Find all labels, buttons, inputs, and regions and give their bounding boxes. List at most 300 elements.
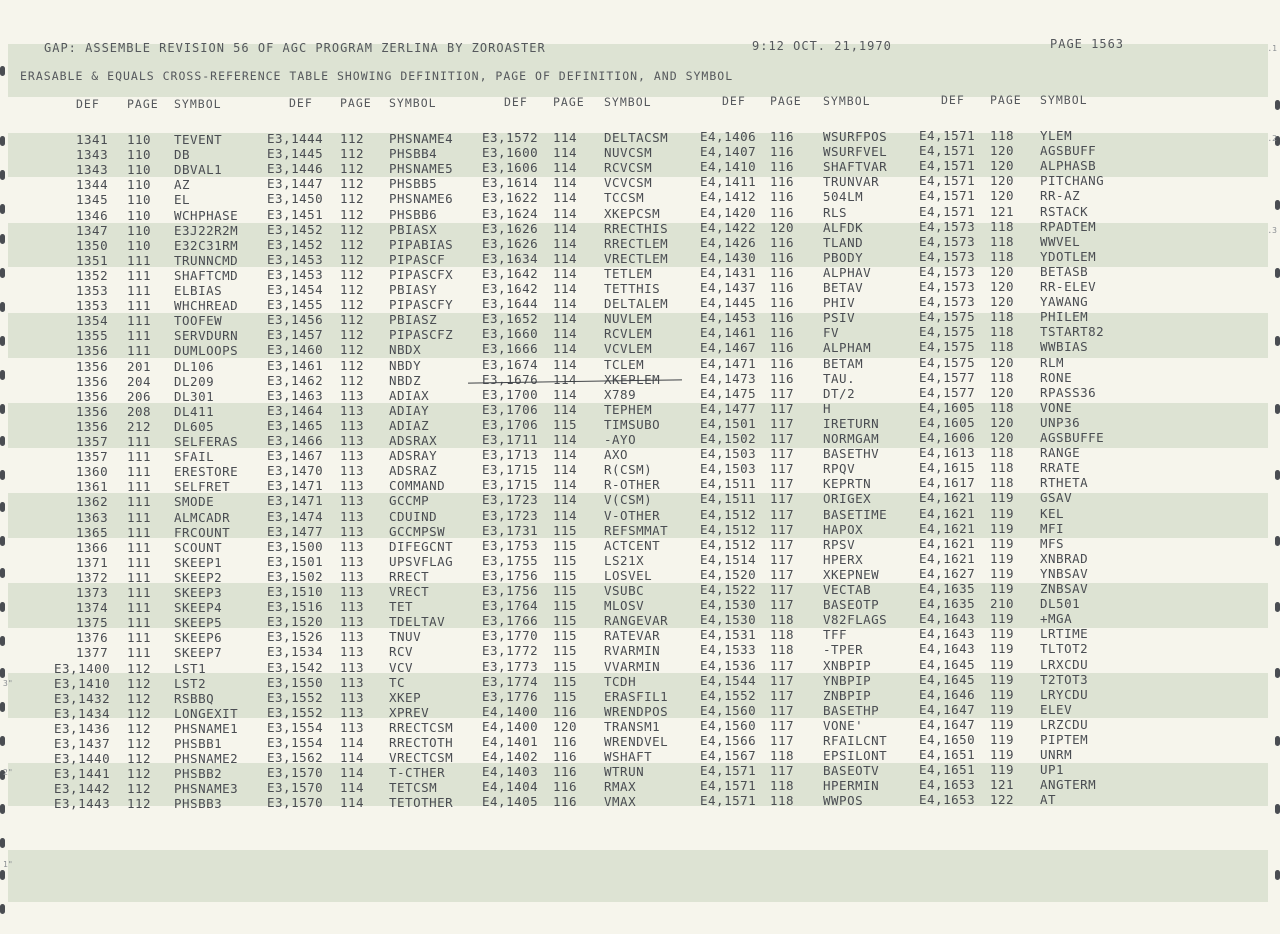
symbol-cell: VRECT — [389, 584, 430, 599]
def-cell: E4,1467 — [700, 340, 757, 356]
symbol-cell: E3J22R2M — [174, 222, 239, 238]
symbol-cell: RMAX — [604, 779, 637, 795]
symbol-cell: DL301 — [174, 388, 215, 404]
page-cell: 113 — [340, 599, 365, 615]
page-cell: 118 — [990, 309, 1015, 325]
symbol-cell: PHIV — [823, 295, 856, 311]
page-cell: 112 — [127, 705, 152, 721]
def-cell: E4,1571 — [919, 173, 976, 189]
symbol-cell: RLM — [1040, 354, 1065, 370]
symbol-cell: SKEEP6 — [174, 630, 223, 646]
page-cell: 113 — [340, 387, 365, 403]
listing-datetime: 9:12 OCT. 21,1970 — [752, 39, 892, 53]
symbol-cell: ALMCADR — [174, 509, 231, 525]
symbol-cell: SKEEP4 — [174, 600, 223, 616]
def-cell: E3,1554 — [267, 735, 324, 750]
def-cell: E3,1622 — [482, 190, 539, 206]
def-cell: E3,1626 — [482, 235, 539, 251]
symbol-cell: HAPOX — [823, 521, 864, 537]
margin-mark: .2 — [1267, 134, 1277, 143]
symbol-cell: TETLEM — [604, 265, 653, 281]
def-cell: E3,1510 — [267, 584, 324, 599]
page-cell: 117 — [770, 506, 795, 522]
page-cell: 116 — [770, 144, 795, 160]
symbol-cell: GCCMP — [389, 493, 430, 509]
symbol-cell: WWPOS — [823, 793, 864, 809]
def-cell: E3,1570 — [267, 795, 324, 811]
def-cell: E4,1533 — [700, 642, 757, 658]
page-cell: 114 — [553, 462, 578, 478]
def-cell: E3,1773 — [482, 658, 539, 674]
symbol-cell: VCV — [389, 659, 414, 675]
column-header-symbol: SYMBOL — [174, 97, 222, 111]
symbol-cell: PIPTEM — [1040, 732, 1089, 747]
def-cell: E3,1452 — [267, 221, 324, 237]
def-cell: E4,1560 — [700, 702, 757, 718]
symbol-cell: E32C31RM — [174, 237, 239, 253]
symbol-cell: ADSRAY — [389, 448, 438, 464]
page-cell: 117 — [770, 702, 795, 718]
symbol-cell: TNUV — [389, 629, 422, 645]
symbol-cell: VCVLEM — [604, 341, 653, 357]
page-cell: 204 — [127, 373, 152, 389]
page-cell: 120 — [990, 414, 1015, 430]
page-cell: 112 — [340, 131, 365, 146]
symbol-cell: YAWANG — [1040, 294, 1089, 310]
page-cell: 118 — [990, 460, 1015, 476]
symbol-cell: TLTOT2 — [1040, 641, 1089, 657]
def-cell: E3,1441 — [54, 766, 111, 782]
page-cell: 116 — [770, 355, 795, 371]
symbol-cell: RPSV — [823, 536, 856, 552]
page-cell: 113 — [340, 402, 365, 418]
def-cell: 1356 — [76, 403, 109, 419]
page-cell: 114 — [553, 281, 578, 296]
def-cell: E4,1571 — [919, 188, 976, 204]
def-cell: E3,1642 — [482, 281, 539, 296]
listing-title: GAP: ASSEMBLE REVISION 56 OF AGC PROGRAM ZERLINA BY ZOROASTER — [44, 41, 546, 55]
symbol-cell: BASEOTP — [823, 597, 880, 613]
page-cell: 116 — [553, 734, 578, 749]
page-cell: 119 — [990, 565, 1015, 581]
feed-hole — [0, 268, 5, 278]
page-cell: 120 — [990, 158, 1015, 174]
def-cell: E4,1646 — [919, 686, 976, 702]
symbol-cell: TET — [389, 599, 414, 615]
page-cell: 117 — [770, 400, 795, 416]
def-cell: E3,1756 — [482, 583, 539, 598]
symbol-cell: PHSBB6 — [389, 206, 438, 222]
page-cell: 118 — [990, 218, 1015, 234]
page-cell: 121 — [990, 777, 1015, 793]
symbol-cell: PBIASX — [389, 221, 438, 237]
def-cell: E3,1674 — [482, 356, 539, 372]
page-cell: 111 — [127, 585, 152, 600]
page-cell: 111 — [127, 343, 152, 359]
def-cell: E4,1512 — [700, 506, 757, 522]
page-cell: 114 — [553, 371, 578, 387]
symbol-cell: RCV — [389, 644, 414, 660]
page-cell: 117 — [770, 446, 795, 462]
page-cell: 113 — [340, 523, 365, 539]
def-cell: E3,1776 — [482, 688, 539, 704]
def-cell: E3,1457 — [267, 327, 324, 343]
page-cell: 122 — [990, 792, 1015, 808]
symbol-cell: RANGEVAR — [604, 613, 669, 629]
symbol-cell: PIPASCFY — [389, 297, 454, 313]
page-cell: 114 — [340, 735, 365, 750]
page-cell: 120 — [990, 143, 1015, 159]
symbol-cell: SCOUNT — [174, 539, 223, 555]
feed-hole — [0, 336, 5, 346]
page-cell: 117 — [770, 385, 795, 401]
def-cell: E3,1774 — [482, 673, 539, 689]
def-cell: E3,1676 — [482, 371, 539, 387]
symbol-cell: VSUBC — [604, 583, 645, 598]
page-cell: 117 — [770, 582, 795, 597]
symbol-cell: UPSVFLAG — [389, 553, 454, 569]
symbol-cell: BETAV — [823, 280, 864, 295]
def-cell: E3,1554 — [267, 719, 324, 735]
symbol-cell: TRUNVAR — [823, 174, 880, 190]
symbol-cell: DELTALEM — [604, 296, 669, 312]
symbol-cell: UNP36 — [1040, 414, 1081, 430]
symbol-cell: VONE' — [823, 717, 864, 733]
symbol-cell: WTRUN — [604, 764, 645, 780]
symbol-cell: XNBRAD — [1040, 550, 1089, 566]
page-cell: 114 — [553, 447, 578, 463]
def-cell: 1351 — [76, 252, 109, 268]
def-cell: 1356 — [76, 373, 109, 389]
page-cell: 113 — [340, 584, 365, 599]
page-cell: 110 — [127, 177, 152, 193]
page-cell: 118 — [770, 612, 795, 628]
def-cell: E3,1437 — [54, 736, 111, 751]
def-cell: 1353 — [76, 298, 109, 314]
page-cell: 111 — [127, 615, 152, 631]
def-cell: E4,1647 — [919, 701, 976, 717]
def-cell: E3,1700 — [482, 386, 539, 402]
page-cell: 118 — [990, 445, 1015, 461]
def-cell: E4,1512 — [700, 536, 757, 552]
page-cell: 117 — [770, 566, 795, 582]
def-cell: 1347 — [76, 222, 109, 238]
page-cell: 110 — [127, 207, 152, 223]
symbol-cell: TETCSM — [389, 780, 438, 796]
page-cell: 206 — [127, 388, 152, 404]
def-cell: E4,1653 — [919, 777, 976, 793]
symbol-cell: TCDH — [604, 673, 637, 689]
page-cell: 119 — [990, 762, 1015, 778]
page-cell: 115 — [553, 522, 578, 538]
def-cell: E3,1652 — [482, 311, 539, 327]
def-cell: E3,1713 — [482, 447, 539, 463]
page-cell: 119 — [990, 747, 1015, 763]
page-cell: 112 — [127, 660, 152, 676]
def-cell: E3,1455 — [267, 297, 324, 313]
symbol-cell: KEPRTN — [823, 476, 872, 492]
page-cell: 119 — [990, 716, 1015, 732]
def-cell: 1345 — [76, 192, 109, 208]
page-cell: 118 — [990, 324, 1015, 340]
symbol-cell: RRECTCSM — [389, 719, 454, 735]
page-cell: 114 — [553, 326, 578, 342]
def-cell: E4,1573 — [919, 218, 976, 234]
symbol-cell: ADIAX — [389, 387, 430, 403]
page-cell: 113 — [340, 553, 365, 569]
page-cell: 113 — [340, 508, 365, 524]
symbol-cell: TFF — [823, 627, 848, 643]
page-cell: 119 — [990, 490, 1015, 506]
def-cell: 1372 — [76, 569, 109, 585]
def-cell: E4,1405 — [482, 794, 539, 810]
def-cell: E3,1624 — [482, 205, 539, 221]
symbol-cell: RCVLEM — [604, 326, 653, 342]
symbol-cell: SELFERAS — [174, 434, 239, 449]
page-cell: 112 — [340, 161, 365, 177]
def-cell: E3,1443 — [54, 796, 111, 812]
def-cell: E4,1571 — [700, 793, 757, 809]
def-cell: E4,1411 — [700, 174, 757, 190]
page-cell: 115 — [553, 598, 578, 614]
symbol-cell: SKEEP1 — [174, 554, 223, 570]
def-cell: E3,1432 — [54, 690, 111, 706]
symbol-cell: PBIASY — [389, 282, 438, 297]
page-cell: 116 — [553, 779, 578, 795]
def-cell: E3,1471 — [267, 478, 324, 494]
symbol-cell: PHSNAME3 — [174, 781, 239, 797]
page-cell: 114 — [553, 190, 578, 206]
page-cell: 114 — [553, 220, 578, 236]
def-cell: E4,1461 — [700, 325, 757, 341]
page-cell: 208 — [127, 403, 152, 419]
def-cell: E3,1460 — [267, 342, 324, 358]
page-cell: 116 — [770, 234, 795, 250]
feed-hole — [1275, 268, 1280, 278]
feed-hole — [0, 136, 5, 146]
page-cell: 115 — [553, 416, 578, 432]
symbol-cell: YDOTLEM — [1040, 248, 1097, 264]
page-cell: 119 — [990, 671, 1015, 687]
def-cell: E4,1571 — [919, 158, 976, 174]
page-cell: 117 — [770, 687, 795, 703]
symbol-cell: ADIAY — [389, 402, 430, 418]
page-cell: 117 — [770, 763, 795, 779]
page-cell: 112 — [340, 357, 365, 373]
symbol-cell: LRYCDU — [1040, 686, 1089, 702]
page-cell: 112 — [127, 796, 152, 812]
symbol-cell: YNBSAV — [1040, 565, 1089, 581]
page-cell: 116 — [770, 174, 795, 190]
def-cell: 1356 — [76, 343, 109, 359]
def-cell: E4,1621 — [919, 550, 976, 566]
symbol-cell: V82FLAGS — [823, 612, 888, 628]
symbol-cell: DBVAL1 — [174, 162, 223, 178]
page-cell: 119 — [990, 656, 1015, 672]
page-cell: 119 — [990, 626, 1015, 642]
def-cell: E3,1450 — [267, 191, 324, 207]
def-cell: E4,1520 — [700, 566, 757, 582]
def-cell: E4,1573 — [919, 294, 976, 310]
symbol-cell: BETASB — [1040, 263, 1089, 279]
page-cell: 118 — [990, 339, 1015, 355]
symbol-cell: AGSBUFF — [1040, 143, 1097, 159]
def-cell: E4,1437 — [700, 280, 757, 295]
page-cell: 111 — [127, 479, 152, 495]
symbol-cell: AGSBUFFE — [1040, 430, 1105, 445]
def-cell: E3,1642 — [482, 265, 539, 281]
page-cell: 116 — [770, 325, 795, 341]
page-cell: 116 — [770, 129, 795, 144]
def-cell: 1360 — [76, 464, 109, 480]
def-cell: 1357 — [76, 434, 109, 449]
def-cell: E3,1454 — [267, 282, 324, 297]
page-cell: 117 — [770, 551, 795, 567]
page-cell: 112 — [127, 690, 152, 706]
def-cell: E4,1471 — [700, 355, 757, 371]
page-cell: 118 — [770, 793, 795, 809]
def-cell: 1352 — [76, 267, 109, 283]
def-cell: E4,1404 — [482, 779, 539, 795]
page-cell: 118 — [990, 399, 1015, 415]
symbol-cell: ZNBPIP — [823, 687, 872, 703]
def-cell: E3,1634 — [482, 250, 539, 266]
def-cell: E4,1635 — [919, 596, 976, 612]
symbol-cell: LST1 — [174, 660, 207, 676]
page-cell: 112 — [127, 720, 152, 736]
feed-hole — [1275, 200, 1280, 210]
symbol-cell: PIPASCF — [389, 251, 446, 267]
column-header-page: PAGE — [553, 95, 585, 109]
page-cell: 115 — [553, 628, 578, 644]
def-cell: E3,1462 — [267, 372, 324, 388]
def-cell: E3,1770 — [482, 628, 539, 644]
symbol-cell: 504LM — [823, 189, 864, 205]
def-cell: E3,1463 — [267, 387, 324, 403]
symbol-cell: FV — [823, 325, 840, 341]
page-cell: 114 — [553, 205, 578, 221]
def-cell: E4,1402 — [482, 749, 539, 765]
page-cell: 111 — [127, 600, 152, 616]
column-header-page: PAGE — [127, 97, 159, 111]
feed-hole — [0, 702, 5, 712]
def-cell: E4,1571 — [919, 143, 976, 159]
def-cell: E4,1422 — [700, 219, 757, 235]
def-cell: E4,1645 — [919, 656, 976, 672]
page-cell: 110 — [127, 192, 152, 208]
symbol-cell: NUVCSM — [604, 145, 653, 161]
page-cell: 113 — [340, 644, 365, 660]
def-cell: E4,1502 — [700, 431, 757, 446]
symbol-cell: TLAND — [823, 234, 864, 250]
symbol-cell: TRANSM1 — [604, 718, 661, 734]
page-cell: 119 — [990, 732, 1015, 747]
symbol-cell: RONE — [1040, 369, 1073, 385]
symbol-cell: REFSMMAT — [604, 522, 669, 538]
def-cell: 1350 — [76, 237, 109, 253]
column-header-def: DEF — [722, 94, 746, 108]
symbol-cell: NUVLEM — [604, 311, 653, 327]
def-cell: E3,1477 — [267, 523, 324, 539]
symbol-cell: V(CSM) — [604, 492, 653, 508]
symbol-cell: RRECTOTH — [389, 735, 454, 750]
symbol-cell: ZNBSAV — [1040, 581, 1089, 596]
symbol-cell: TETTHIS — [604, 281, 661, 296]
column-header-page: PAGE — [340, 96, 372, 110]
def-cell: E4,1544 — [700, 672, 757, 688]
feed-hole — [1275, 470, 1280, 480]
def-cell: E3,1764 — [482, 598, 539, 614]
symbol-cell: YNBPIP — [823, 672, 872, 688]
page-cell: 113 — [340, 417, 365, 433]
page-cell: 118 — [770, 627, 795, 643]
def-cell: E3,1466 — [267, 433, 324, 448]
def-cell: E4,1573 — [919, 263, 976, 279]
page-cell: 114 — [553, 477, 578, 493]
page-cell: 114 — [553, 250, 578, 266]
page-cell: 120 — [990, 384, 1015, 400]
symbol-cell: VONE — [1040, 399, 1073, 415]
page-cell: 116 — [553, 764, 578, 780]
page-cell: 117 — [770, 657, 795, 673]
symbol-cell: SELFRET — [174, 479, 231, 495]
symbol-cell: AT — [1040, 792, 1057, 808]
symbol-cell: PHILEM — [1040, 309, 1089, 325]
symbol-cell: SHAFTCMD — [174, 267, 239, 283]
page-cell: 113 — [340, 493, 365, 509]
symbol-cell: LOSVEL — [604, 567, 653, 583]
feed-hole — [0, 668, 5, 678]
page-cell: 116 — [770, 249, 795, 265]
symbol-cell: AZ — [174, 177, 191, 193]
symbol-cell: PIPASCFZ — [389, 327, 454, 343]
symbol-cell: VRECTLEM — [604, 250, 669, 266]
def-cell: 1344 — [76, 177, 109, 193]
def-cell: E3,1461 — [267, 357, 324, 373]
symbol-cell: VCVCSM — [604, 175, 653, 191]
feed-hole — [0, 804, 5, 814]
def-cell: E4,1401 — [482, 734, 539, 749]
symbol-cell: -AYO — [604, 432, 637, 447]
page-cell: 118 — [990, 248, 1015, 264]
page-cell: 117 — [770, 491, 795, 507]
def-cell: E4,1635 — [919, 581, 976, 596]
symbol-cell: WWBIAS — [1040, 339, 1089, 355]
page-cell: 116 — [553, 794, 578, 810]
def-cell: E3,1552 — [267, 689, 324, 705]
page-cell: 114 — [553, 507, 578, 523]
column-header-symbol: SYMBOL — [604, 95, 652, 109]
def-cell: 1346 — [76, 207, 109, 223]
symbol-cell: SERVDURN — [174, 328, 239, 344]
symbol-cell: MFS — [1040, 535, 1065, 551]
def-cell: E3,1706 — [482, 401, 539, 417]
page-cell: 111 — [127, 554, 152, 570]
page-cell: 119 — [990, 686, 1015, 702]
page-cell: 111 — [127, 449, 152, 465]
page-cell: 117 — [770, 521, 795, 537]
column-header-page: PAGE — [770, 94, 802, 108]
page-cell: 111 — [127, 524, 152, 540]
page-cell: 116 — [770, 189, 795, 205]
def-cell: E3,1445 — [267, 146, 324, 162]
symbol-cell: TEPHEM — [604, 401, 653, 417]
feed-hole — [0, 234, 5, 244]
page-cell: 119 — [990, 520, 1015, 536]
symbol-cell: SMODE — [174, 494, 215, 510]
feed-hole — [1275, 100, 1280, 110]
def-cell: E4,1571 — [700, 778, 757, 794]
